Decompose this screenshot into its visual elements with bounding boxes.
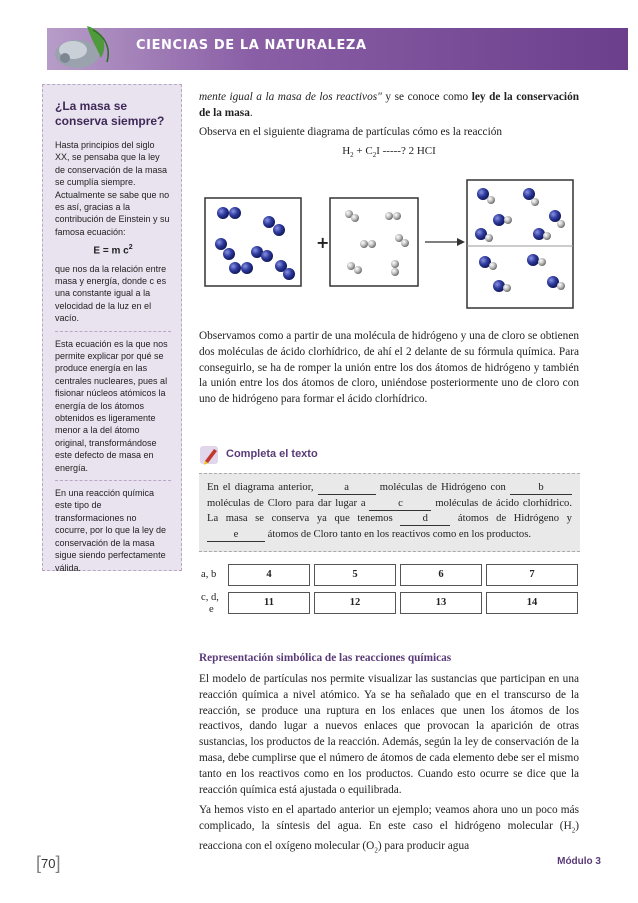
text: En el diagrama anterior, xyxy=(207,482,318,493)
blank-b[interactable]: b xyxy=(510,482,572,495)
text: . xyxy=(249,106,253,119)
options-label: e xyxy=(209,604,214,615)
text: ) reacciona con el oxígeno molecular (O xyxy=(199,819,579,852)
paragraph: Observamos como a partir de una molécula de hidrógeno y una de cloro se obtienen dos moléculas de ácido clorhídrico, de ahí el 2 delante de su fórmula química. Para conseguirlo, se ha de romper la unión entre los dos átomos de hidrógeno y también la unión entre los dos átomos de cloro, uniéndose posteriormente uno de cloro con uno de hidrógeno para formar el ácido clorhídrico. xyxy=(199,330,579,406)
text: + C xyxy=(353,145,373,157)
blank-c[interactable]: c xyxy=(369,498,431,511)
text: y se conoce como xyxy=(381,91,472,103)
equation-exponent: 2 xyxy=(128,244,133,252)
module-label: Módulo 3 xyxy=(557,856,601,867)
particle-diagram xyxy=(199,170,579,310)
sidebar-paragraph: que nos da la relación entre masa y energía, donde c es una constante igual a la velocidad de la luz en el vacío. xyxy=(55,263,167,324)
blank-a[interactable]: a xyxy=(318,482,376,495)
science-logo-icon xyxy=(47,18,117,74)
subscript: 2 xyxy=(571,826,576,835)
equation-text: E = m c xyxy=(93,245,129,257)
text: moléculas de ácido clorhídrico. La masa se conserva ya que tenemos xyxy=(207,497,573,524)
option-cell[interactable]: 14 xyxy=(486,592,578,614)
paragraph: El modelo de partículas nos permite visualizar las sustancias que participan en una reacción química a nivel atómico. Ya se ha señalado que en el transcurso de la reacción, se produce una ruptura en los enlaces que unen los átomos de los reactivos, dando lugar a nuevos enlaces que provocan la aparición de otras sustancias, los productos de la reacción. Además, según la ley de conservación de la masa, debe cumplirse que el número de átomos de cada elemento debe ser el mismo tanto en los reactivos como en los productos. Cuando esto ocurre se dice que la reacción química está ajustada o equilibrada. xyxy=(199,673,579,796)
option-cell[interactable]: 5 xyxy=(314,564,396,586)
option-cell[interactable]: 6 xyxy=(400,564,482,586)
italic-text: mente igual a la masa de los reactivos" xyxy=(199,91,382,103)
subscript: 2 xyxy=(350,151,354,160)
paragraph xyxy=(199,803,579,859)
paragraph: Observa en el siguiente diagrama de partículas cómo es la reacción xyxy=(199,126,503,138)
sidebar-paragraph: Esta ecuación es la que nos permite explicar por qué se produce energía en las centrales nucleares, pues al fisionar núcleos atómicos la energía de los átomos obtenidos es ligeramente menor a la del átomo original, transformándose este defecto de masa en energía. xyxy=(55,338,168,473)
exercise-title: Completa el texto xyxy=(226,448,318,460)
subscript: 2 xyxy=(372,151,377,160)
blank-d[interactable]: d xyxy=(400,513,450,526)
subscript: 2 xyxy=(374,846,378,855)
text: Ya hemos visto en el apartado anterior un ejemplo; veamos ahora uno un poco más complicado, la síntesis del agua. En este caso el hidrógeno molecular (H xyxy=(199,804,579,832)
sidebar-note xyxy=(42,84,182,571)
text: moléculas de Cloro para dar lugar a xyxy=(207,497,370,509)
options-label: a, b xyxy=(201,569,217,580)
text: I -----? 2 HCI xyxy=(376,145,436,157)
section-title: CIENCIAS DE LA NATURALEZA xyxy=(136,38,367,53)
divider xyxy=(55,480,171,481)
bold-text: ley de la conservación de la masa xyxy=(199,91,579,119)
option-cell[interactable]: 13 xyxy=(400,592,482,614)
page-number: [70] xyxy=(36,853,61,873)
text: átomos de Cloro tanto en los reactivos como en los productos. xyxy=(265,528,531,540)
option-cell[interactable]: 4 xyxy=(228,564,310,586)
options-row-cde xyxy=(199,592,580,622)
chemical-equation xyxy=(199,145,579,159)
option-cell[interactable]: 12 xyxy=(314,592,396,614)
text: ) para producir agua xyxy=(377,839,470,852)
pencil-icon xyxy=(199,444,221,466)
text: moléculas de Hidrógeno con xyxy=(375,482,510,493)
option-cell[interactable]: 11 xyxy=(228,592,310,614)
text: átomos de Hidrógeno y xyxy=(450,513,572,524)
options-row-ab xyxy=(199,564,580,588)
fill-in-exercise xyxy=(199,473,580,552)
einstein-equation xyxy=(55,244,171,256)
subsection-heading: Representación simbólica de las reacciones químicas xyxy=(199,652,452,664)
paragraph xyxy=(199,90,579,122)
options-label: c, d, xyxy=(201,592,219,603)
text: H xyxy=(342,145,351,157)
page-number-text: 70 xyxy=(41,856,56,871)
plus-sign: + xyxy=(316,233,330,252)
blank-e[interactable]: e xyxy=(207,529,265,542)
sidebar-paragraph: En una reacción química este tipo de transformaciones no cocurre, por lo que la ley de conservación de la masa sigue siendo perfectamente válida. xyxy=(55,488,167,573)
sidebar-title: ¿La masa se conserva siempre? xyxy=(55,99,165,128)
sidebar-paragraph: Hasta principios del siglo XX, se pensaba que la ley de conservación de la masa se cumplía siempre. Actualmente se sabe que no es así, gracias a la contribución de Einstein y su famosa ecuación: xyxy=(55,140,170,237)
divider xyxy=(55,331,171,332)
option-cell[interactable]: 7 xyxy=(486,564,578,586)
